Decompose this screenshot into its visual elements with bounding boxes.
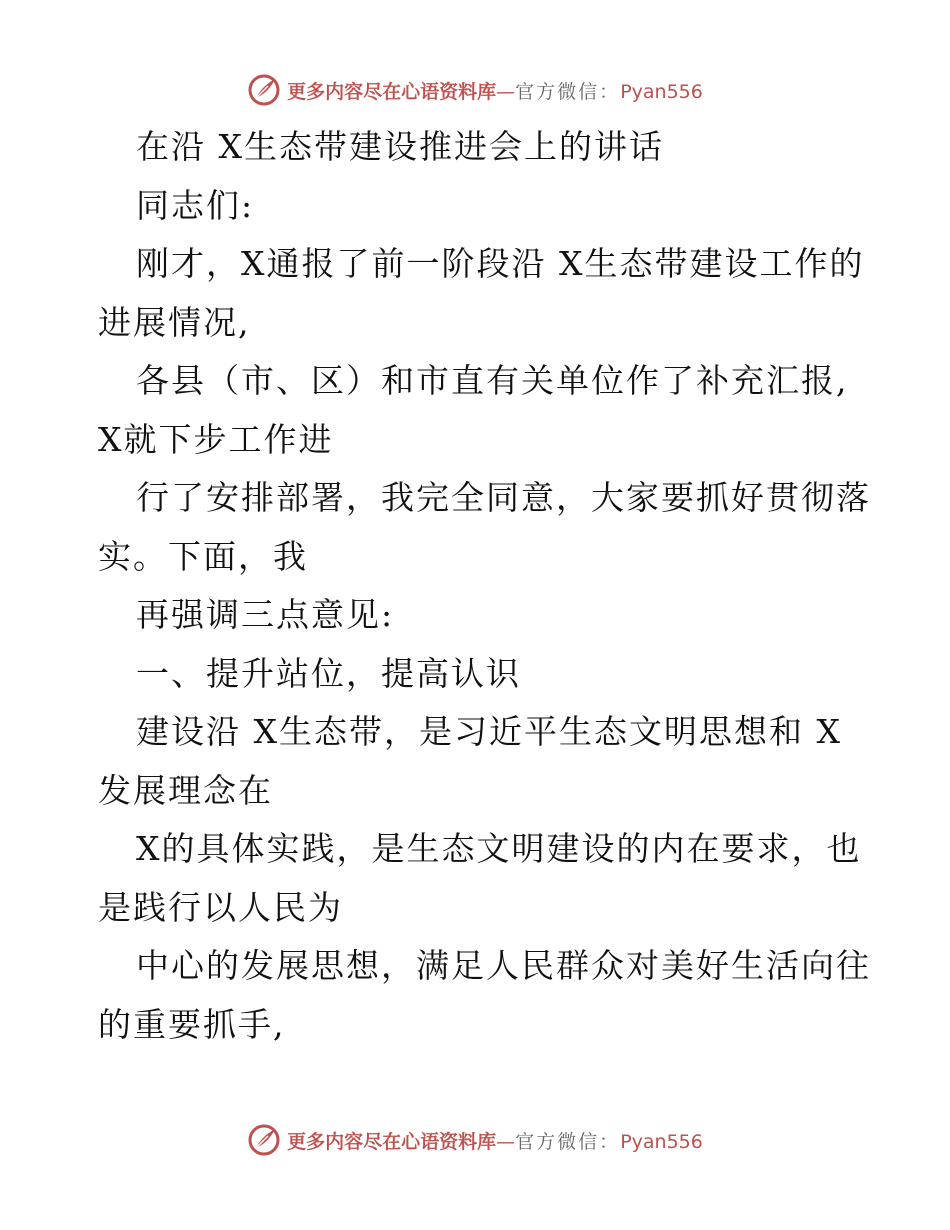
- section-heading: 一、提升站位，提高认识: [136, 653, 521, 693]
- text-line: 中心的发展思想，满足人民群众对美好生活向往: [136, 946, 871, 985]
- feather-quill-logo-icon: [247, 73, 281, 107]
- banner-text-main: 更多内容尽在心语资料库: [287, 80, 497, 103]
- text-line: X就下步工作进: [98, 419, 334, 459]
- banner-wechat-label: 官方微信：: [515, 80, 621, 103]
- text-line: 发展理念在: [98, 770, 273, 810]
- document-title: 在沿 X生态带建设推进会上的讲话: [136, 127, 664, 166]
- text-line: 的重要抓手,: [98, 1004, 286, 1044]
- banner-dash: —: [496, 1130, 516, 1153]
- text-line: 进展情况,: [98, 302, 251, 342]
- text-line: 刚才，X通报了前一阶段沿 X生态带建设工作的: [136, 244, 865, 283]
- salutation: 同志们:: [136, 185, 255, 225]
- banner-wechat-id: Pyan556: [620, 1130, 703, 1153]
- banner-wechat-id: Pyan556: [620, 80, 703, 103]
- feather-quill-logo-icon: [247, 1123, 281, 1157]
- banner-dash: —: [496, 80, 516, 103]
- document-body: [98, 118, 871, 1054]
- text-line: 是践行以人民为: [98, 887, 343, 927]
- header-banner: [0, 70, 950, 110]
- text-line: 实。下面，我: [98, 536, 308, 576]
- text-line: 建设沿 X生态带，是习近平生态文明思想和 X: [136, 712, 842, 751]
- text-line: 再强调三点意见:: [136, 595, 395, 634]
- footer-banner: [0, 1120, 950, 1160]
- banner-wechat-label: 官方微信：: [515, 1130, 621, 1153]
- banner-text-main: 更多内容尽在心语资料库: [287, 1130, 497, 1153]
- text-line: 各县（市、区）和市直有关单位作了补充汇报,: [136, 361, 849, 400]
- text-line: X的具体实践，是生态文明建设的内在要求，也: [136, 829, 862, 868]
- text-line: 行了安排部署，我完全同意，大家要抓好贯彻落: [136, 478, 871, 517]
